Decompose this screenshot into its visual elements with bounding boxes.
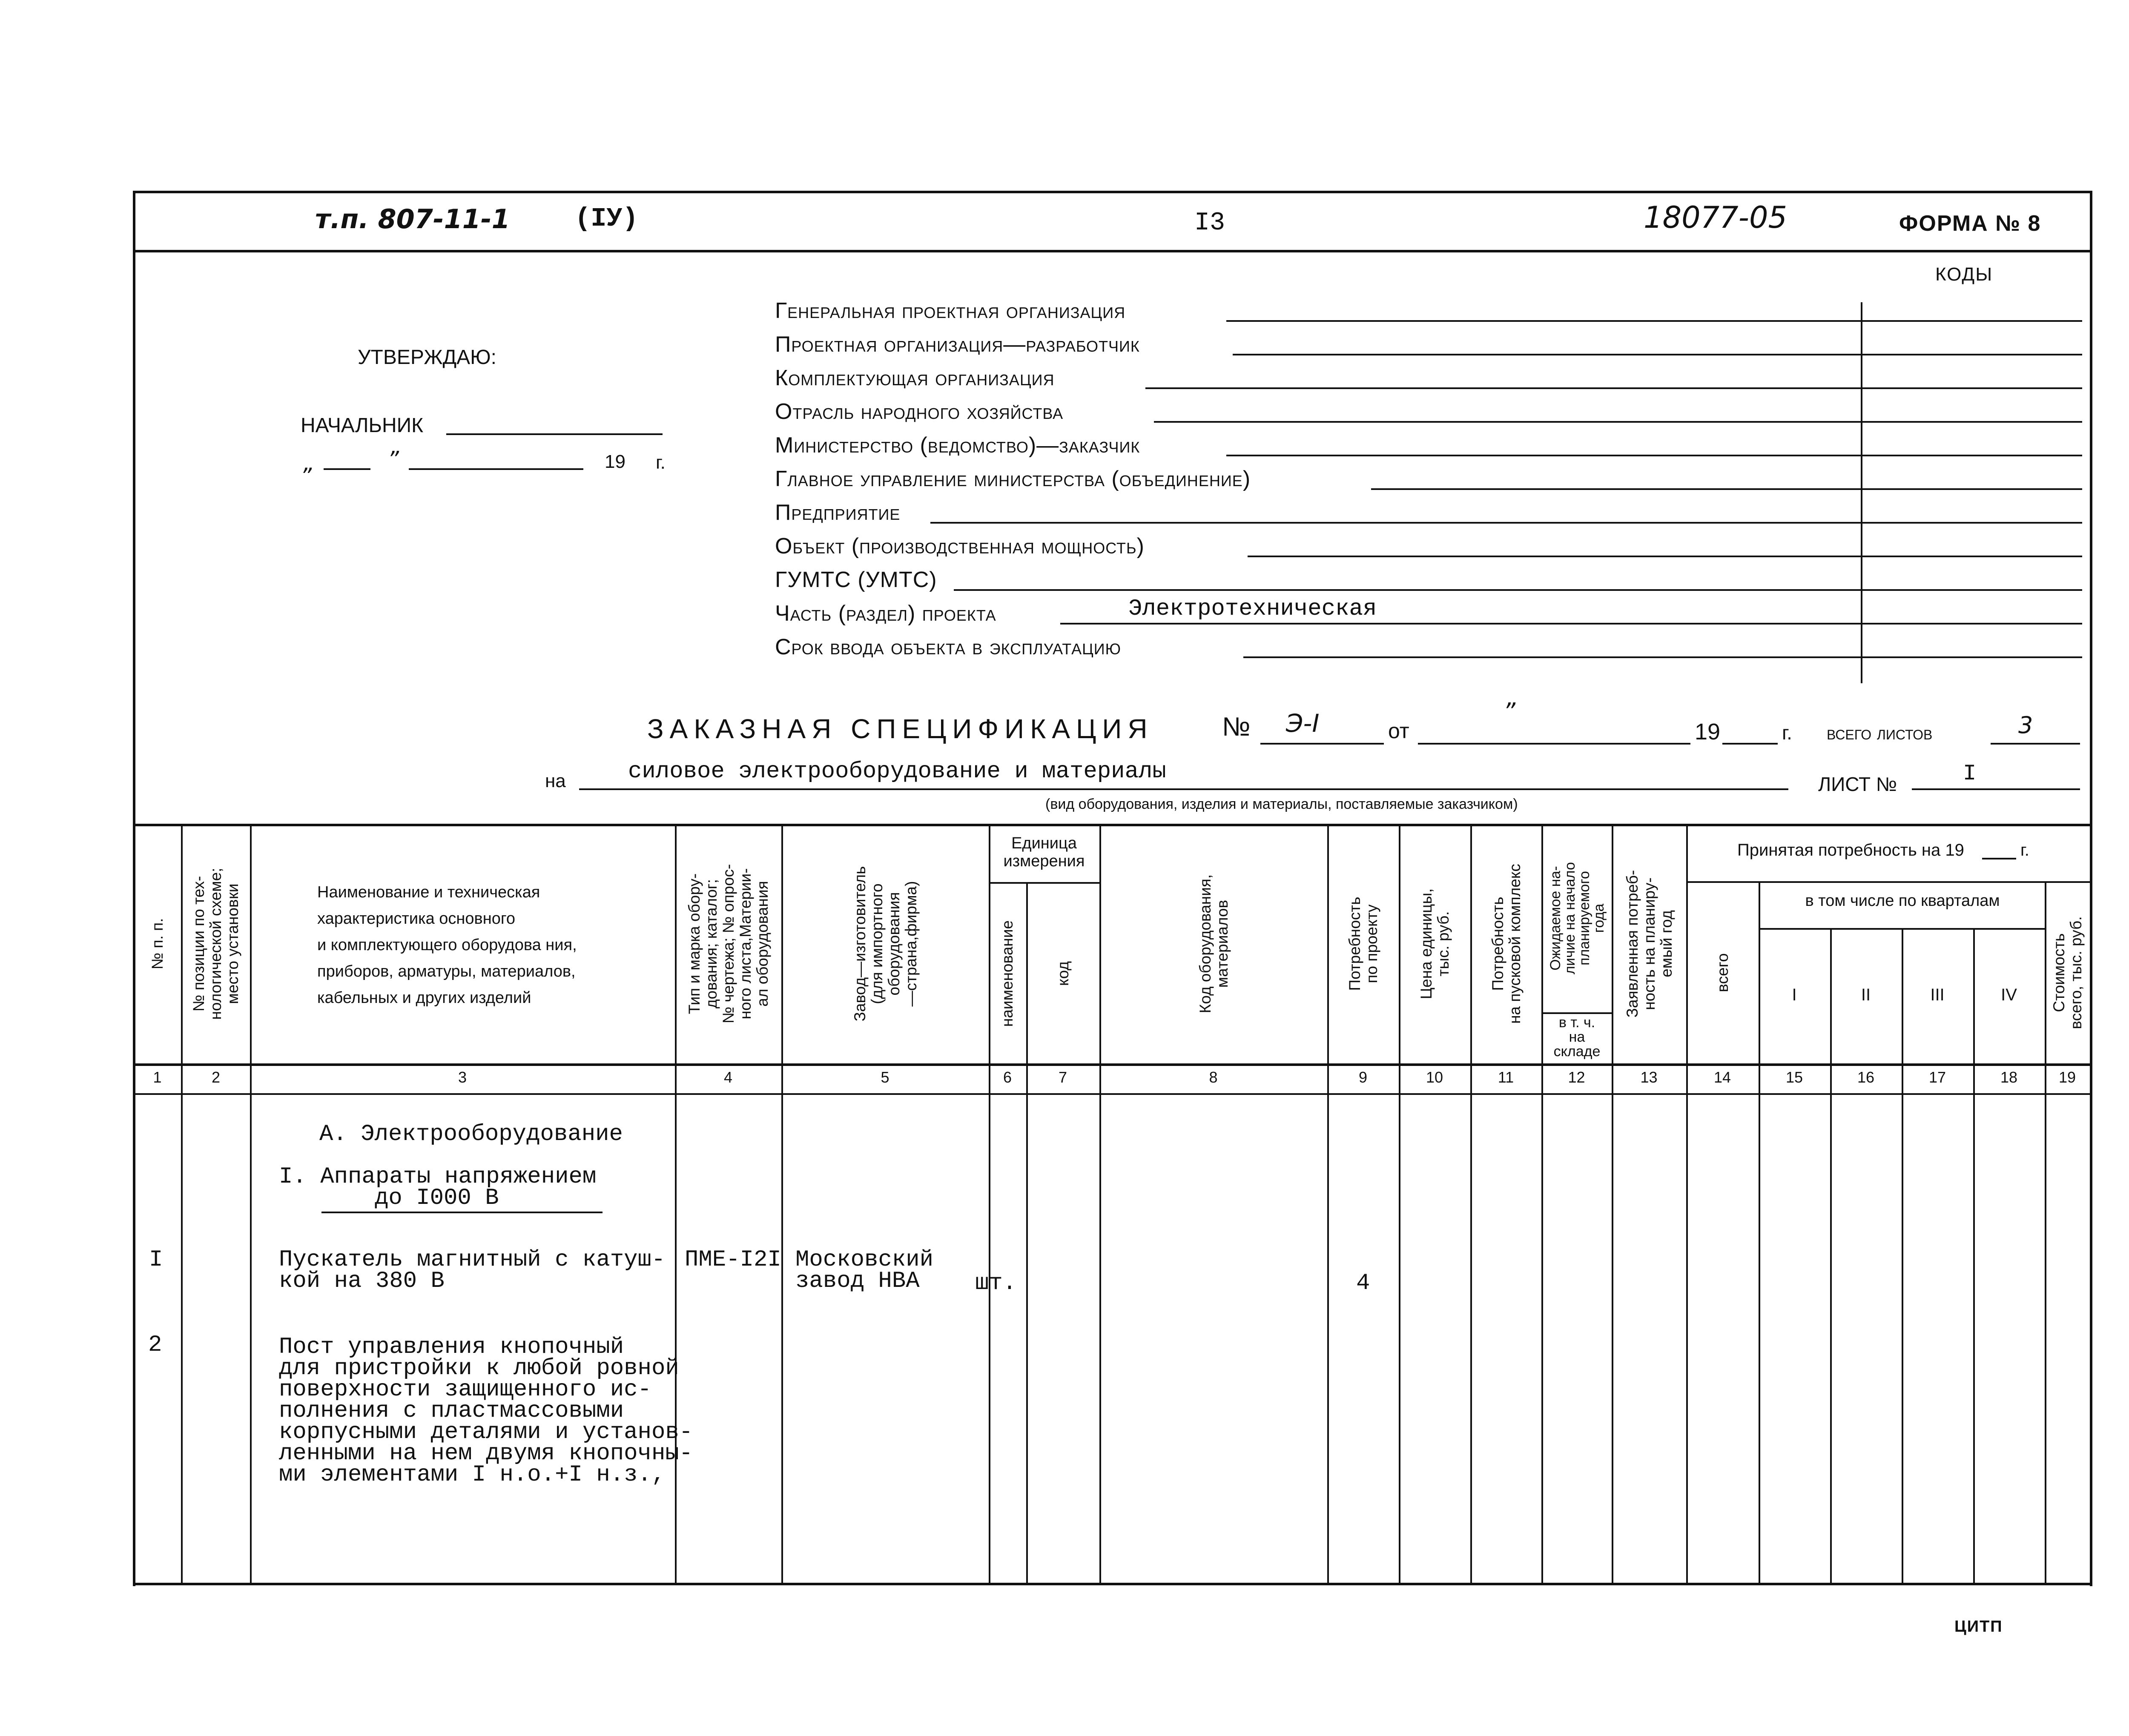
accepted-year-line [1982,858,2016,859]
org-label-object: Объект (производственная мощность) [775,534,1145,559]
header-col11: Потребность на пусковой комплекс [1489,863,1524,1024]
table-bottom-line [133,1583,2092,1585]
col-number: 12 [1568,1069,1585,1086]
date-quote-open: „ [303,450,315,476]
col-sep-2 [250,824,252,1585]
col-number: 15 [1785,1069,1803,1086]
spec-year-suffix: г. [1782,722,1792,744]
header-col7: код [1054,961,1072,986]
header-unit-group: Единица измерения [1003,834,1085,870]
spec-number: Э-I [1286,709,1320,738]
col-number: 10 [1426,1069,1443,1086]
header-col2: № позиции по тех- нологической схеме; место установки [190,868,241,1020]
col-number: 17 [1928,1069,1946,1086]
roman-volume: (IУ) [575,203,638,234]
col-number: 7 [1058,1069,1067,1086]
org-line-main-dept [1371,488,2082,490]
col-number: 14 [1713,1069,1731,1086]
org-line-general [1226,320,2082,322]
col-number: 16 [1857,1069,1875,1086]
header-q3: III [1930,985,1945,1004]
spec-number-label: № [1222,712,1251,742]
header-col14: всего [1714,953,1731,992]
section-1-underline [321,1212,603,1213]
org-line-ministry [1226,455,2082,456]
header-q2: II [1861,985,1871,1004]
day-line [324,468,370,470]
org-label-developer: Проектная организация—разработчик [775,332,1140,357]
org-label-ministry: Министерство (ведомство)—заказчик [775,433,1140,458]
col-number: 8 [1209,1069,1218,1086]
spec-date-line [1418,743,1690,745]
org-label-enterprise: Предприятие [775,500,901,525]
spec-sheet-label: ЛИСТ № [1818,773,1897,795]
row1-unit: шт. [975,1270,1017,1296]
spec-subject: силовое электрооборудование и материалы [628,759,1166,785]
header-col10: Цена единицы, тыс. руб. [1417,888,1452,999]
spec-sheets-line [1991,743,2080,745]
org-label-industry: Отрасль народного хозяйства [775,399,1064,424]
spec-year-line [1722,743,1778,745]
row2-name: Пост управления кнопочный для пристройки к любой ровной поверхности защищенного ис- полнения с пластмассовыми корпусными деталями и установ- ленными на нем двумя кнопочны- ми элементами I н.о.+I н.з., [279,1334,693,1488]
spec-sheets-label: всего листов [1827,722,1933,744]
org-value-part: Электротехническая [1128,596,1377,622]
col-sep-15 [1830,928,1832,1585]
chief-signature-line [446,433,663,435]
row1-quantity: 4 [1356,1270,1370,1296]
org-label-deadline: Срок ввода объекта в эксплуатацию [775,635,1121,659]
codes-divider [1861,302,1862,683]
row2-number: 2 [148,1332,162,1358]
colnum-bottom-line [133,1093,2092,1095]
header-col9: Потребность по проекту [1346,897,1380,991]
chief-label: НАЧАЛЬНИК [301,414,424,437]
spec-number-line [1260,743,1384,745]
org-line-industry [1154,421,2082,423]
frame-right-line [2090,191,2092,1586]
row1-maker: Московский завод НВА [795,1247,934,1294]
org-line-part [1060,623,2082,625]
spec-on-label: на [545,771,566,791]
row1-number: I [149,1247,163,1273]
header-col6: наименование [999,920,1016,1027]
col-number: 3 [458,1069,467,1086]
spec-subject-hint: (вид оборудования, изделия и материалы, поставляемые заказчиком) [1045,796,1518,812]
header-col3: Наименование и техническая характеристика основного и комплектующего оборудова ния, приборов, арматуры, материалов, кабельных и других изделий [317,883,577,1007]
spec-title: ЗАКАЗНАЯ СПЕЦИФИКАЦИЯ [647,713,1153,744]
approval-year-suffix: г. [656,452,666,473]
frame-top-line [133,191,2092,193]
org-label-general: Генеральная проектная организация [775,298,1126,323]
org-line-completing [1145,387,2082,389]
org-label-gumts: ГУМТС (УМТС) [775,567,937,592]
col-number: 19 [2058,1069,2076,1086]
header-col12-sub: в т. ч. на складе [1553,1014,1601,1060]
org-line-deadline [1243,656,2082,658]
org-line-enterprise [930,522,2082,524]
spec-sheet-number: I [1963,761,1977,786]
col-number: 1 [153,1069,162,1086]
col-number: 13 [1640,1069,1658,1086]
col-number: 5 [881,1069,889,1086]
approve-label: УТВЕРЖДАЮ: [358,346,496,369]
month-line [409,468,583,470]
section-1-line1: I. Аппараты напряжением [279,1164,597,1190]
col-sep-17 [1973,928,1975,1585]
org-line-gumts [954,589,2082,591]
document-number: 18077-05 [1644,200,1788,235]
header-col19: Стоимость всего, тыс. руб. [2050,916,2085,1029]
org-line-developer [1233,354,2082,355]
col-number: 9 [1358,1069,1368,1086]
header-accepted-prefix: Принятая потребность на 19 [1737,841,1964,859]
footer-stamp: ЦИТП [1954,1618,2003,1636]
col-sep-16 [1902,928,1903,1585]
table-header-bottom-line [133,1063,2092,1066]
section-1-line2: до I000 В [375,1185,499,1211]
spec-from-label: от [1388,719,1409,743]
form-label: ФОРМА № 8 [1899,211,2041,236]
approval-year-prefix: 19 [605,451,626,472]
col-number: 4 [723,1069,733,1086]
col-number: 11 [1498,1069,1514,1086]
org-label-part: Часть (раздел) проекта [775,601,996,626]
quarters-group-line [1759,928,2046,930]
col-number: 18 [2000,1069,2018,1086]
section-a-title: А. Электрооборудование [319,1121,623,1147]
header-col1: № п. п. [148,918,166,969]
spec-sheet-line [1912,788,2080,790]
col-number: 6 [1003,1069,1012,1086]
header-q1: I [1792,985,1797,1004]
header-col8: Код оборудования, материалов [1196,874,1231,1013]
col-number: 2 [211,1069,221,1086]
spec-year-prefix: 19 [1695,719,1721,745]
spec-quote-mark: ” [1503,698,1516,726]
header-col13: Заявленная потреб- ность на планиру- емый год [1623,870,1675,1017]
header-col12: Ожидаемое на- личие на начало планируемого года [1547,862,1607,974]
header-col5: Завод—изготовитель (для импортного оборудования —страна,фирма) [851,866,920,1021]
row1-type: ПМЕ-I2I [685,1247,781,1273]
org-label-completing: Комплектующая организация [775,366,1055,390]
stock-sub-line [1541,1012,1613,1014]
org-line-object [1248,556,2082,557]
header-accepted-suffix: г. [2020,841,2029,859]
header-bottom-line [133,250,2092,252]
spec-subject-line [579,788,1788,790]
date-quote-close: ” [387,447,399,473]
codes-label: КОДЫ [1935,264,1993,285]
row1-name: Пускатель магнитный с катуш- кой на 380 В [279,1247,666,1294]
header-q4: IV [2001,985,2017,1004]
project-reference: т.п. 807-11-1 [315,203,510,235]
org-label-main-dept: Главное управление министерства (объединение) [775,467,1251,491]
spec-sheets-total: 3 [2018,712,2033,739]
header-quarters-label: в том числе по кварталам [1805,892,2000,910]
header-col4: Тип и марка обору- дования; каталог; № чертежа; № опрос- ного листа,Материи- ал оборудования [686,864,771,1023]
page-number: I3 [1194,209,1225,238]
